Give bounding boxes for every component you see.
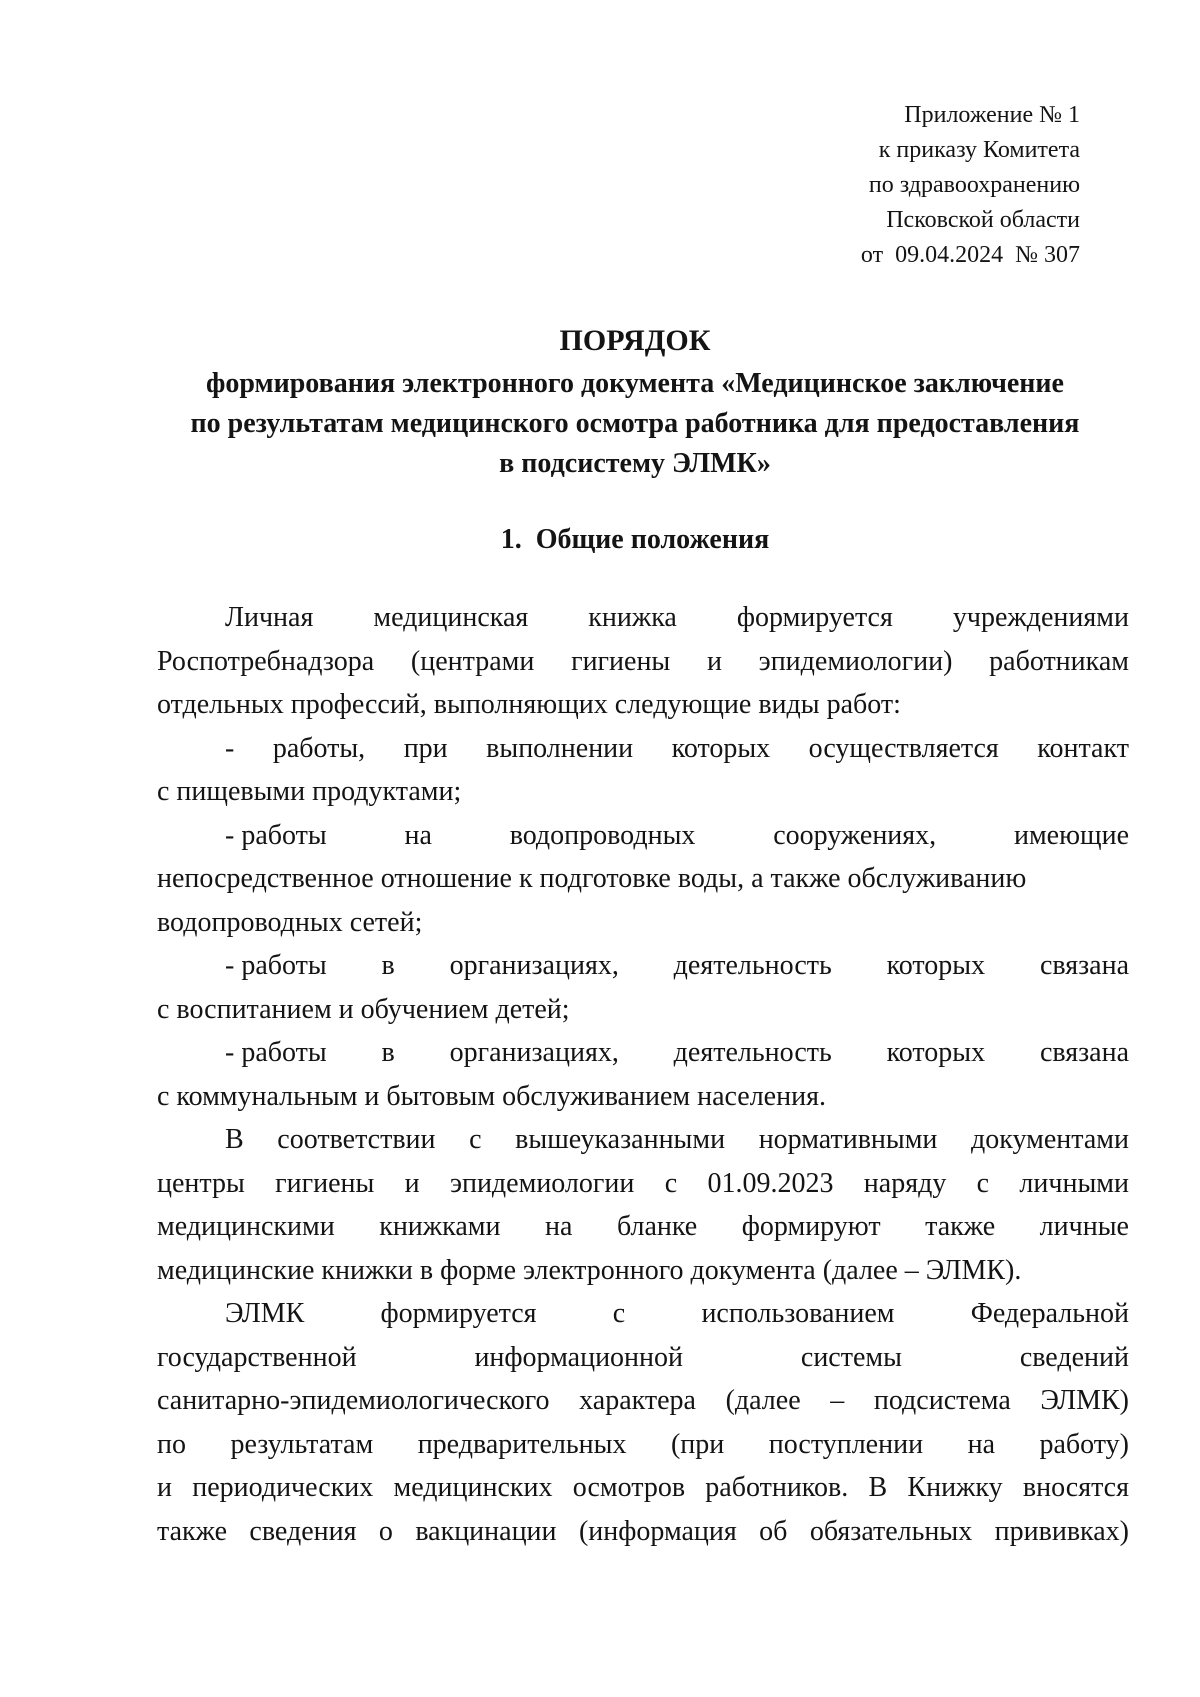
word: имеющие (1013, 819, 1129, 851)
word: медицинских (393, 1472, 553, 1503)
title-subtitle-line: по результатам медицинского осмотра работника для предоставления (190, 408, 1080, 439)
word: и (157, 1472, 172, 1503)
word: выполнении (486, 732, 634, 764)
word: государственной (157, 1341, 357, 1373)
word: В (225, 1124, 244, 1155)
word: подсистема (873, 1385, 1011, 1416)
word: Федеральной (970, 1298, 1129, 1329)
word: бланке (616, 1211, 698, 1242)
paragraph-line (157, 1423, 1129, 1467)
word: в (381, 1037, 395, 1068)
paragraph-line (157, 1205, 1129, 1249)
word: работы, (272, 732, 366, 764)
word: вносятся (1022, 1472, 1129, 1503)
paragraph-line (157, 1292, 1129, 1336)
word: эпидемиологии (449, 1167, 635, 1199)
word: (далее (725, 1385, 801, 1416)
word: личные (1039, 1211, 1129, 1242)
word: с (976, 1167, 990, 1199)
word: книжками (379, 1211, 501, 1242)
list-item-line: непосредственное отношение к подготовке воды, а также обслуживанию (157, 863, 1027, 894)
word: периодических (192, 1472, 374, 1503)
word: использованием (701, 1298, 895, 1329)
word: которых (886, 950, 986, 981)
word: работникам (989, 645, 1129, 677)
word: Личная (225, 602, 314, 633)
appendix-region: Псковской области (886, 207, 1080, 233)
word: книжка (588, 602, 677, 633)
word: учреждениями (952, 602, 1129, 633)
word: прививках) (994, 1515, 1129, 1547)
word: по (157, 1428, 186, 1460)
word: которых (886, 1037, 986, 1068)
word: деятельность (673, 950, 832, 981)
word: формируется (736, 602, 893, 633)
word: медицинская (373, 602, 529, 633)
word: информационной (474, 1341, 684, 1373)
word: ЭЛМК (225, 1298, 305, 1329)
word: об (759, 1515, 788, 1547)
word: центры (157, 1167, 245, 1199)
title-subtitle-line: формирования электронного документа «Медицинское заключение (206, 368, 1064, 399)
document-body (157, 596, 1129, 1553)
word: соответствии (277, 1124, 436, 1155)
list-item-line: с пищевыми продуктами; (157, 776, 462, 807)
word: с (469, 1124, 482, 1155)
word: работников. (705, 1472, 849, 1503)
word: 01.09.2023 (707, 1167, 834, 1199)
word: водопроводных (509, 819, 696, 851)
paragraph-line (157, 1379, 1129, 1423)
word: осуществляется (808, 732, 999, 764)
word: с (612, 1298, 626, 1329)
word: с (664, 1167, 678, 1199)
paragraph-line (157, 1466, 1129, 1510)
paragraph-line (157, 1510, 1129, 1554)
word: - работы (225, 819, 327, 851)
word: - работы (225, 1037, 327, 1068)
word: о (378, 1515, 393, 1547)
paragraph-line (157, 640, 1129, 684)
word: и (706, 645, 722, 677)
word: гигиены (571, 645, 671, 677)
word: В (868, 1472, 888, 1503)
word: Роспотребнадзора (157, 645, 375, 677)
paragraph-line: отдельных профессий, выполняющих следующие виды работ: (157, 689, 901, 720)
list-item-line: водопроводных сетей; (157, 906, 423, 938)
word: характера (579, 1385, 696, 1416)
paragraph-line (157, 1118, 1129, 1162)
list-item-line: с воспитанием и обучением детей; (157, 993, 570, 1025)
word: наряду (863, 1167, 947, 1199)
word: личными (1019, 1167, 1129, 1199)
word: и (404, 1167, 420, 1199)
word: эпидемиологии) (758, 645, 953, 677)
list-item-line (157, 814, 1129, 858)
paragraph-line (157, 1162, 1129, 1206)
word: формируется (380, 1298, 537, 1329)
word: вышеуказанными (515, 1124, 726, 1155)
word: осмотров (572, 1472, 686, 1503)
word: сведений (1019, 1341, 1129, 1373)
word: – (830, 1385, 845, 1416)
word: вакцинации (415, 1515, 557, 1547)
appendix-committee: по здравоохранению (868, 172, 1080, 198)
word: (при (670, 1428, 725, 1460)
word: также (157, 1515, 228, 1547)
appendix-order-ref: к приказу Комитета (878, 137, 1080, 163)
word: предварительных (417, 1428, 627, 1460)
word: документами (971, 1124, 1129, 1155)
list-item-line (157, 944, 1129, 988)
title-main: ПОРЯДОК (559, 324, 711, 357)
word: гигиены (275, 1167, 375, 1199)
word: деятельность (673, 1037, 832, 1068)
title-subtitle-line: в подсистему ЭЛМК» (499, 448, 771, 479)
word: сведения (249, 1515, 357, 1547)
appendix-date-number: от 09.04.2024 № 307 (860, 242, 1080, 268)
appendix-header (861, 98, 1080, 273)
word: при (403, 732, 448, 764)
word: на (967, 1428, 995, 1460)
word: связана (1039, 1037, 1129, 1068)
word: системы (800, 1341, 902, 1373)
word: (центрами (410, 645, 535, 677)
document-title (150, 318, 1120, 484)
word: результатам (230, 1428, 374, 1460)
word: формируют (741, 1211, 881, 1242)
word: сооружениях, (773, 819, 937, 851)
paragraph-line: медицинские книжки в форме электронного документа (далее – ЭЛМК). (157, 1254, 1022, 1286)
word: также (925, 1211, 996, 1242)
word: медицинскими (157, 1211, 335, 1242)
word: организациях, (449, 950, 619, 981)
section-heading: 1. Общие положения (500, 524, 770, 555)
word: связана (1039, 950, 1129, 981)
word: - (225, 732, 235, 764)
word: на (404, 819, 432, 851)
list-item-line (157, 1031, 1129, 1075)
word: поступлении (768, 1428, 924, 1460)
list-item-line: с коммунальным и бытовым обслуживанием населения. (157, 1080, 826, 1112)
paragraph-line (157, 1336, 1129, 1380)
appendix-number: Приложение № 1 (904, 102, 1080, 128)
word: контакт (1037, 732, 1129, 764)
word: нормативными (758, 1124, 938, 1155)
word: Книжку (907, 1472, 1003, 1503)
word: санитарно-эпидемиологического (157, 1385, 550, 1416)
word: на (544, 1211, 573, 1242)
word: - работы (225, 950, 327, 981)
word: работу) (1039, 1428, 1129, 1460)
list-item-line (157, 727, 1129, 771)
word: обязательных (809, 1515, 973, 1547)
word: (информация (578, 1515, 737, 1547)
word: которых (671, 732, 771, 764)
word: ЭЛМК) (1040, 1385, 1129, 1416)
word: организациях, (449, 1037, 619, 1068)
word: в (381, 950, 395, 981)
paragraph-line (157, 596, 1129, 640)
